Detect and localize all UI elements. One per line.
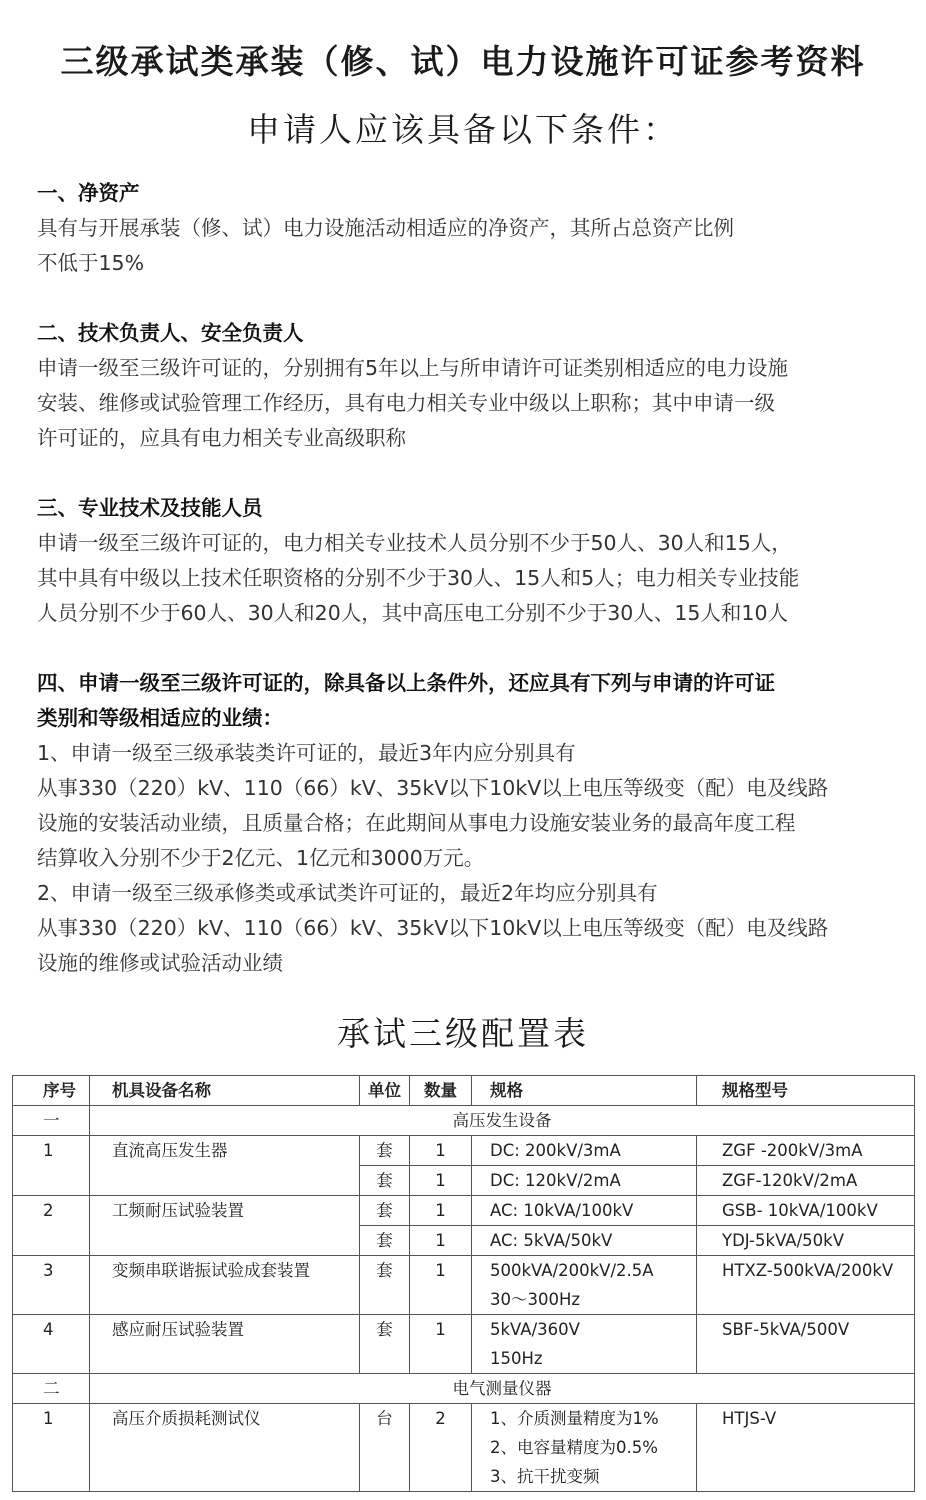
- group-row: [13, 1106, 915, 1136]
- header-unit: 单位: [360, 1076, 410, 1106]
- spec-line: 2、电容量精度为0.5%: [490, 1438, 658, 1457]
- table-header-row: [13, 1076, 915, 1106]
- spec-line: 5kVA/360V: [490, 1320, 580, 1339]
- group-row: [13, 1374, 915, 1404]
- cell-model: HTXZ-500kVA/200kV: [697, 1256, 915, 1315]
- cell-qty: 1: [410, 1256, 472, 1315]
- cell-spec: DC: 200kV/3mA: [472, 1136, 697, 1166]
- section-line: 2、申请一级至三级承修类或承试类许可证的，最近2年均应分别具有: [37, 881, 658, 905]
- group-label: 电气测量仪器: [90, 1374, 915, 1404]
- section-line: 申请一级至三级许可证的，电力相关专业技术人员分别不少于50人、30人和15人，: [37, 531, 792, 555]
- section-line: 从事330（220）kV、110（66）kV、35kV以下10kV以上电压等级变（配）电及线路: [37, 776, 829, 800]
- group-seq: 二: [13, 1374, 90, 1404]
- cell-qty: 1: [410, 1226, 472, 1256]
- cell-model: GSB- 10kVA/100kV: [697, 1196, 915, 1226]
- section-line: 不低于15%: [37, 251, 145, 275]
- cell-unit: 套: [360, 1256, 410, 1315]
- cell-qty: 2: [410, 1404, 472, 1492]
- section-responsible-persons: [37, 316, 897, 456]
- table-row: [13, 1196, 915, 1226]
- header-name: 机具设备名称: [90, 1076, 360, 1106]
- section-line: 设施的安装活动业绩，且质量合格；在此期间从事电力设施安装业务的最高年度工程: [37, 811, 796, 835]
- cell-name: 直流高压发生器: [90, 1136, 360, 1196]
- cell-spec: AC: 5kVA/50kV: [472, 1226, 697, 1256]
- header-spec: 规格: [472, 1076, 697, 1106]
- section-line: 从事330（220）kV、110（66）kV、35kV以下10kV以上电压等级变（配）电及线路: [37, 916, 829, 940]
- spec-line: 150Hz: [490, 1349, 543, 1368]
- section-line: 具有与开展承装（修、试）电力设施活动相适应的净资产，其所占总资产比例: [37, 216, 734, 240]
- section-line: 安装、维修或试验管理工作经历，具有电力相关专业中级以上职称；其中申请一级: [37, 391, 775, 415]
- cell-qty: 1: [410, 1136, 472, 1166]
- header-model: 规格型号: [697, 1076, 915, 1106]
- page-title: 三级承试类承装（修、试）电力设施许可证参考资料: [60, 42, 866, 81]
- section-heading-continued: 类别和等级相适应的业绩：: [37, 706, 283, 730]
- spec-line: 500kVA/200kV/2.5A: [490, 1261, 654, 1280]
- table-row: [13, 1136, 915, 1166]
- table-row: [13, 1404, 915, 1492]
- section-heading: 四、申请一级至三级许可证的，除具备以上条件外，还应具有下列与申请的许可证: [37, 671, 775, 695]
- cell-model: ZGF -200kV/3mA: [697, 1136, 915, 1166]
- cell-seq: 1: [13, 1404, 90, 1492]
- cell-unit: 套: [360, 1136, 410, 1166]
- cell-spec: DC: 120kV/2mA: [472, 1166, 697, 1196]
- spec-line: 3、抗干扰变频: [490, 1467, 600, 1486]
- cell-seq: 2: [13, 1196, 90, 1256]
- cell-spec: [472, 1315, 697, 1374]
- table-row: [13, 1256, 915, 1315]
- equipment-table: [12, 1075, 915, 1492]
- cell-unit: 台: [360, 1404, 410, 1492]
- cell-seq: 1: [13, 1136, 90, 1196]
- cell-unit: 套: [360, 1166, 410, 1196]
- cell-unit: 套: [360, 1315, 410, 1374]
- cell-seq: 3: [13, 1256, 90, 1315]
- table-row: [13, 1315, 915, 1374]
- section-line: 申请一级至三级许可证的，分别拥有5年以上与所申请许可证类别相适应的电力设施: [37, 356, 789, 380]
- cell-model: SBF-5kVA/500V: [697, 1315, 915, 1374]
- cell-name: 高压介质损耗测试仪: [90, 1404, 360, 1492]
- cell-qty: 1: [410, 1196, 472, 1226]
- cell-unit: 套: [360, 1196, 410, 1226]
- cell-unit: 套: [360, 1226, 410, 1256]
- section-line: 其中具有中级以上技术任职资格的分别不少于30人、15人和5人；电力相关专业技能: [37, 566, 800, 590]
- section-line: 人员分别不少于60人、30人和20人，其中高压电工分别不少于30人、15人和10人: [37, 601, 789, 625]
- spec-line: 30～300Hz: [490, 1290, 581, 1309]
- section-line: 许可证的，应具有电力相关专业高级职称: [37, 426, 406, 450]
- cell-qty: 1: [410, 1166, 472, 1196]
- group-label: 高压发生设备: [90, 1106, 915, 1136]
- cell-name: 感应耐压试验装置: [90, 1315, 360, 1374]
- cell-name: 变频串联谐振试验成套装置: [90, 1256, 360, 1315]
- section-line: 结算收入分别不少于2亿元、1亿元和3000万元。: [37, 846, 485, 870]
- page-subtitle: 申请人应该具备以下条件：: [247, 110, 679, 149]
- section-performance: [37, 666, 897, 981]
- section-line: 设施的维修或试验活动业绩: [37, 951, 283, 975]
- cell-model: YDJ-5kVA/50kV: [697, 1226, 915, 1256]
- cell-model: HTJS-V: [697, 1404, 915, 1492]
- cell-name: 工频耐压试验装置: [90, 1196, 360, 1256]
- header-seq: 序号: [13, 1076, 90, 1106]
- cell-spec: [472, 1256, 697, 1315]
- spec-line: 1、介质测量精度为1%: [490, 1409, 659, 1428]
- section-line: 1、申请一级至三级承装类许可证的，最近3年内应分别具有: [37, 741, 576, 765]
- requirements-body: [37, 176, 897, 981]
- section-net-assets: [37, 176, 897, 281]
- cell-spec: AC: 10kVA/100kV: [472, 1196, 697, 1226]
- cell-model: ZGF-120kV/2mA: [697, 1166, 915, 1196]
- cell-qty: 1: [410, 1315, 472, 1374]
- header-qty: 数量: [410, 1076, 472, 1106]
- group-seq: 一: [13, 1106, 90, 1136]
- section-heading: 一、净资产: [37, 181, 140, 205]
- cell-spec: [472, 1404, 697, 1492]
- section-heading: 二、技术负责人、安全负责人: [37, 321, 304, 345]
- cell-seq: 4: [13, 1315, 90, 1374]
- section-heading: 三、专业技术及技能人员: [37, 496, 263, 520]
- table-title: 承试三级配置表: [337, 1014, 589, 1053]
- section-technical-staff: [37, 491, 897, 631]
